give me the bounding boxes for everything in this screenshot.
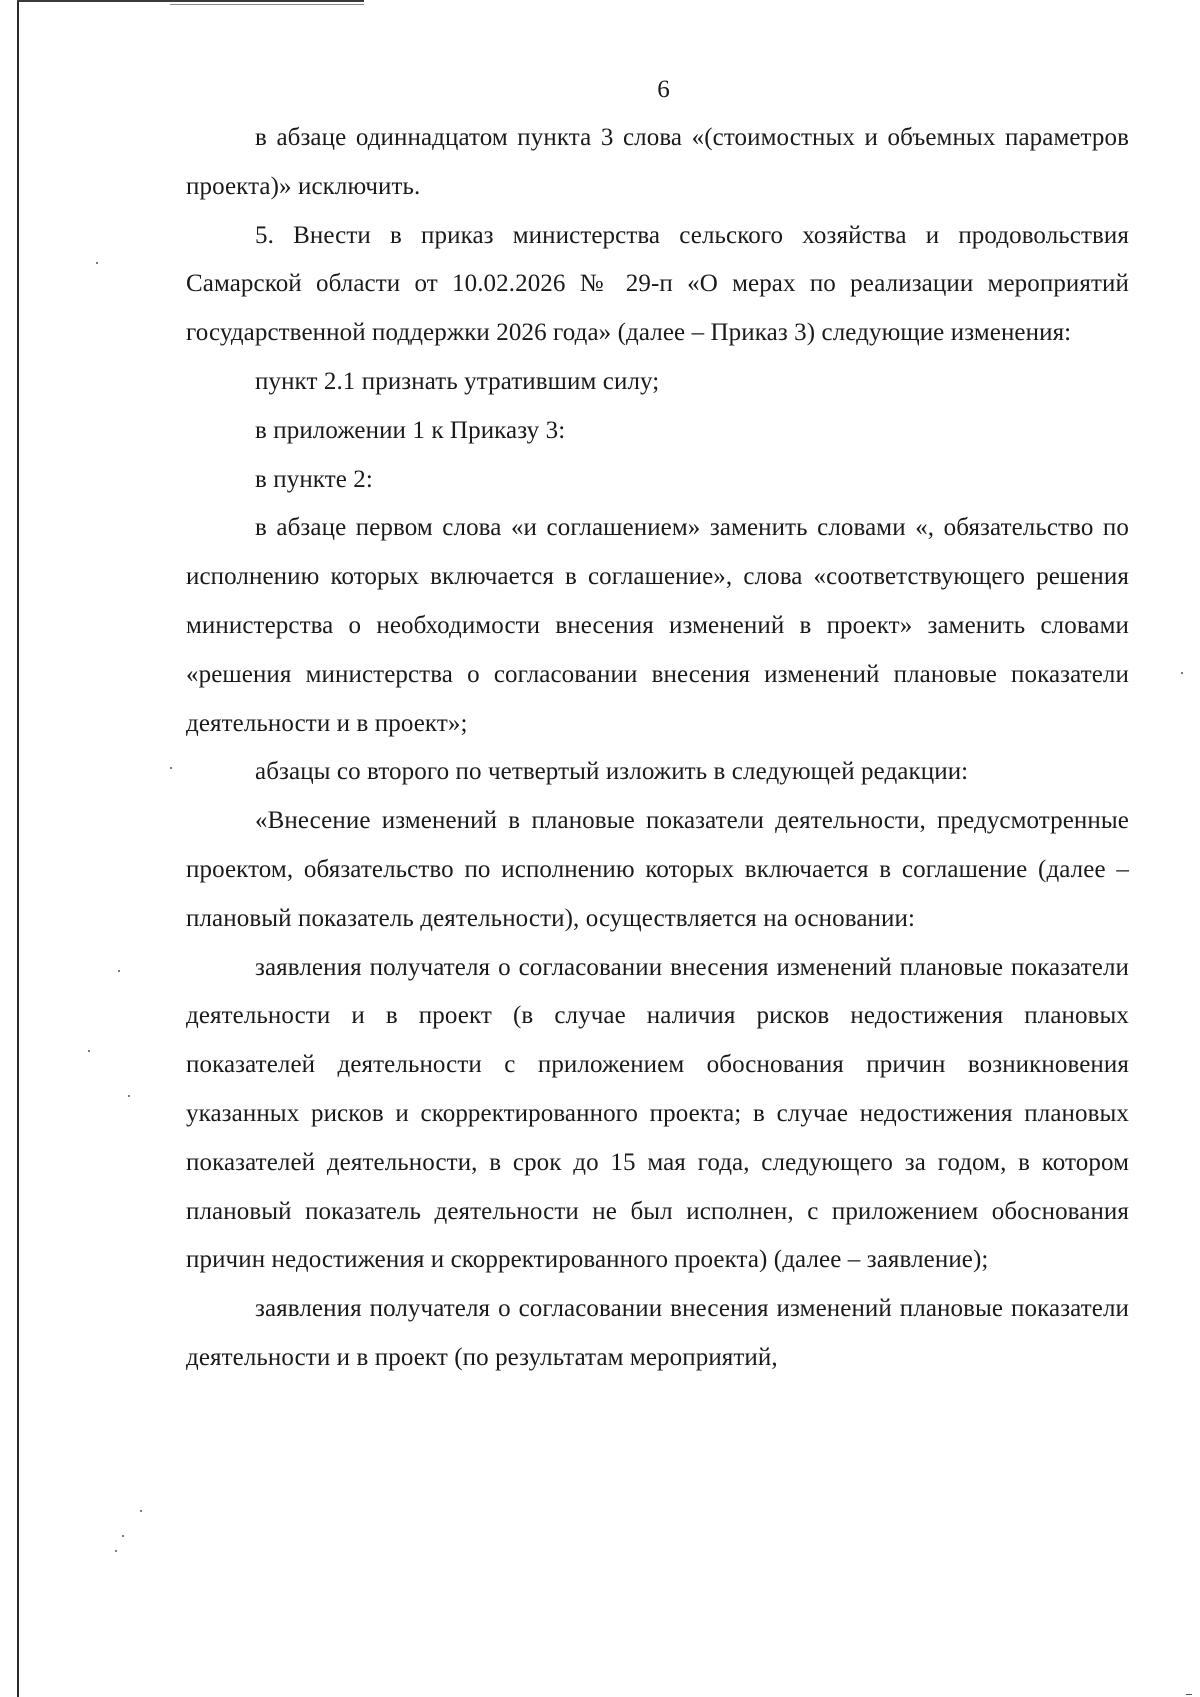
- paragraph-changes-basis: «Внесение изменений в плановые показатели деятельности, предусмотренные проектом, обязательство по исполнению которых включается в соглашение (далее – плановый показатель деятельности), осуществляется на основании:: [186, 807, 1129, 932]
- paragraph-application-1: заявления получателя о согласовании внесения изменений плановые показатели деятельности и в проект (в случае наличия рисков недостижения плановых показателей деятельности с приложением обоснования причин возникновения указанных рисков и скорректированного проекта; в случае недостижения плановых показателей деятельности, в срок до 15 мая года, следующего за годом, в котором плановый показатель деятельности не был исполнен, с приложением обоснования причин недостижения и скорректированного проекта) (далее – заявление);: [186, 953, 1129, 1274]
- scan-border-left: [17, 0, 19, 1697]
- paragraph-item-5: 5. Внести в приказ министерства сельского хозяйства и продовольствия Самарской области от 10.02.2026 № 29-п «О мерах по реализации мероприятий государственной поддержки 2026 года» (далее – Приказ 3) следующие изменения:: [186, 221, 1129, 347]
- scan-border-top-inner: [170, 4, 364, 5]
- scan-dust: [122, 1535, 124, 1537]
- scan-dust: [118, 970, 120, 972]
- paragraph-application-2: заявления получателя о согласовании внесения изменений плановые показатели деятельности и в проект (по результатам мероприятий,: [186, 1295, 1129, 1371]
- scan-dust: [1186, 1694, 1192, 1695]
- scan-dust: [88, 1050, 90, 1052]
- paragraph-abzacs-2-4: абзацы со второго по четвертый изложить в следующей редакции:: [255, 758, 969, 786]
- scan-dust: [140, 1510, 142, 1512]
- paragraph-point-2: в пункте 2:: [255, 465, 373, 493]
- scan-border-top: [17, 0, 364, 2]
- scan-dust: [115, 1550, 117, 1552]
- scan-dust: [170, 767, 172, 769]
- page-number: 6: [657, 76, 670, 103]
- scan-dust: [96, 262, 98, 264]
- scan-dust: [128, 1095, 130, 1097]
- paragraph-item-2-1: пункт 2.1 признать утратившим силу;: [255, 367, 660, 395]
- document-page: [186, 66, 1129, 1383]
- paragraph-appendix-1: в приложении 1 к Приказу 3:: [255, 416, 566, 444]
- paragraph-exclude-words: в абзаце одиннадцатом пункта 3 слова «(стоимостных и объемных параметров проекта)» исключить.: [186, 124, 1129, 200]
- paragraph-first-abzac: в абзаце первом слова «и соглашением» заменить словами «, обязательство по исполнению которых включается в соглашение», слова «соответствующего решения министерства о необходимости внесения изменений в проект» заменить словами «решения министерства о согласовании внесения изменений плановые показатели деятельности и в проект»;: [186, 514, 1129, 737]
- scan-dust: [1181, 672, 1183, 674]
